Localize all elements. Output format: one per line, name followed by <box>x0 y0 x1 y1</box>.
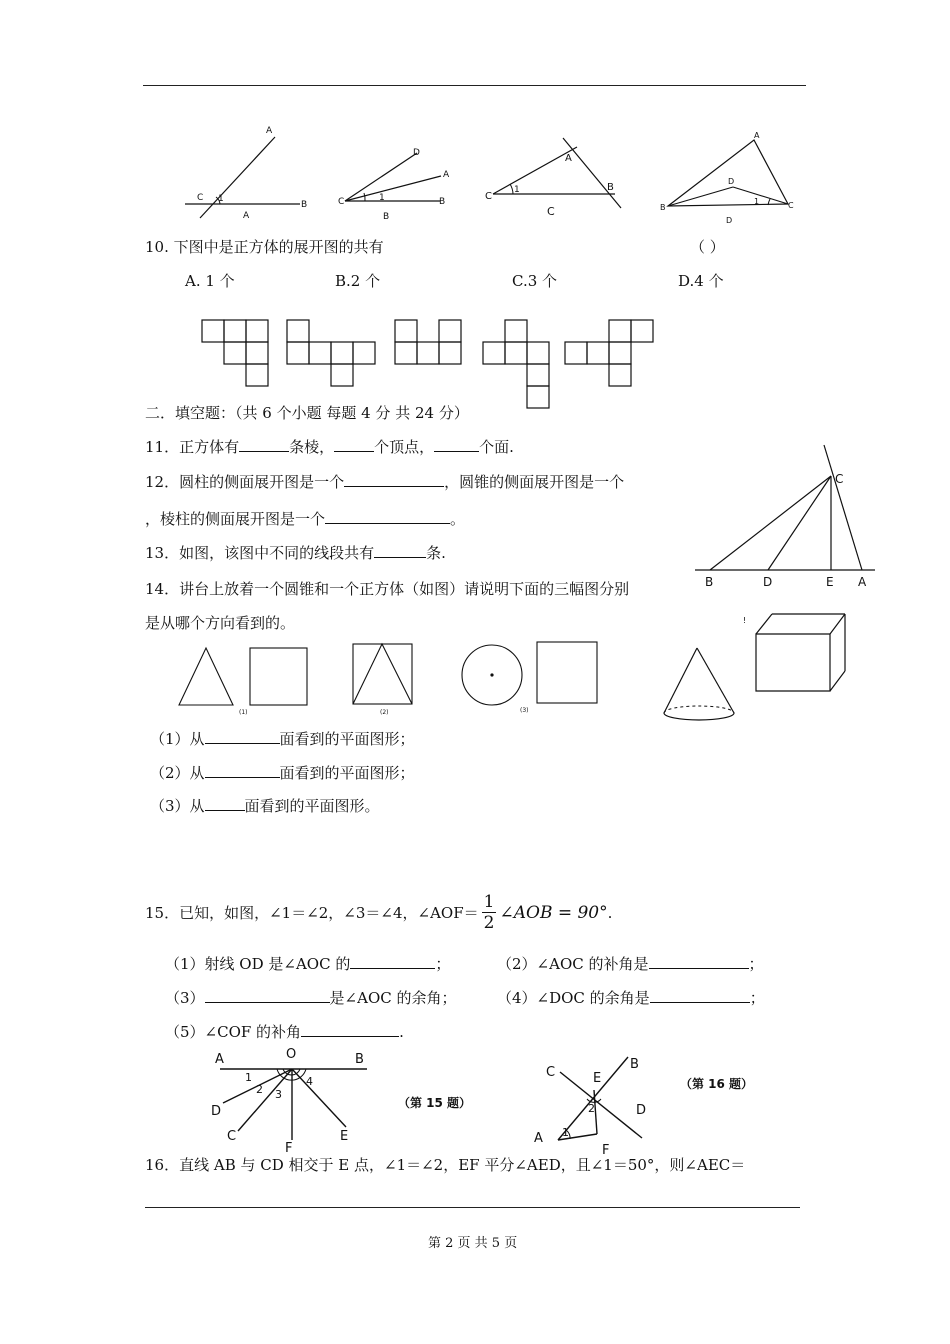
label-1: 1 <box>754 197 760 206</box>
q12-text-2: ，圆锥的侧面展开图是一个 <box>444 473 625 491</box>
q15-stem-text: 15．已知，如图，∠1＝∠2，∠3＝∠4，∠AOF＝ <box>145 904 479 922</box>
label-1: 1 <box>218 194 224 204</box>
q14-blank-2[interactable] <box>205 763 280 778</box>
q11-blank-faces[interactable] <box>434 437 479 452</box>
q15-blank-2[interactable] <box>649 954 749 969</box>
figure-triangle-4 <box>658 128 798 228</box>
label-2: 2 <box>256 1083 263 1096</box>
bottom-rule <box>145 1207 800 1208</box>
q15-s4-pre: （4）∠DOC 的余角是 <box>497 989 650 1007</box>
q14-a1-post: 面看到的平面图形； <box>279 730 415 748</box>
label-c: C <box>788 201 794 210</box>
label-c: C <box>197 193 204 203</box>
label-e: E <box>593 1071 602 1086</box>
q12-text-1: 12．圆柱的侧面展开图是一个 <box>145 473 345 491</box>
label-1: 1 <box>245 1071 252 1084</box>
q15-blank-4[interactable] <box>650 988 750 1003</box>
q12-text-3: ，棱柱的侧面展开图是一个 <box>145 510 326 528</box>
q15-blank-5[interactable] <box>301 1022 399 1037</box>
q16-caption: （第 16 题） <box>680 1077 754 1091</box>
label-a: A <box>215 1052 224 1067</box>
label-c: C <box>338 197 345 207</box>
q14-a2-pre: （2）从 <box>150 764 205 782</box>
q14-blank-3[interactable] <box>205 796 245 811</box>
q15-expression: ∠AOB = 90° <box>499 902 608 923</box>
q15-s1-post: ； <box>435 955 451 973</box>
q14-a2-post: 面看到的平面图形； <box>279 764 415 782</box>
q13-blank[interactable] <box>374 543 426 558</box>
q10-option-d: D.4 个 <box>678 272 724 290</box>
label-a: A <box>534 1131 543 1146</box>
q15-sub-2 <box>497 953 764 974</box>
label-b: B <box>301 200 308 210</box>
label-b: B <box>630 1057 639 1072</box>
view-2 <box>353 644 412 716</box>
section-2-title: 二．填空题：（共 6 个小题 每题 4 分 共 24 分） <box>145 404 469 422</box>
q12-line2 <box>145 508 465 529</box>
net-4 <box>483 320 549 408</box>
q14-line2: 是从哪个方向看到的。 <box>145 614 296 632</box>
q12-blank-cylinder[interactable] <box>344 472 444 487</box>
label-a-bottom: A <box>243 211 250 221</box>
net-3 <box>395 320 461 364</box>
label-c: C <box>546 1065 556 1080</box>
page-number: 第 2 页 共 5 页 <box>428 1236 518 1251</box>
net-2 <box>287 320 375 386</box>
figure-angle-1 <box>180 120 320 230</box>
net-1 <box>202 320 268 386</box>
label-e: E <box>340 1129 349 1144</box>
q15-s1-pre: （1）射线 OD 是∠AOC 的 <box>165 955 351 973</box>
q11-blank-vertices[interactable] <box>334 437 374 452</box>
figure-triangle-3 <box>485 135 630 225</box>
q10-option-b: B.2 个 <box>335 272 381 290</box>
figure-angle-2 <box>335 140 465 225</box>
q16-figure <box>530 1050 660 1158</box>
mark: ! <box>743 616 747 625</box>
label-b-line: B <box>439 197 446 207</box>
q10-option-a: A. 1 个 <box>185 272 235 290</box>
q15-stem <box>145 892 612 933</box>
q14-answer-3 <box>150 795 380 816</box>
label-c-bottom: C <box>547 205 555 218</box>
label-b: B <box>607 182 614 193</box>
label-c: C <box>485 191 492 202</box>
label-b: B <box>705 575 714 589</box>
q15-figure <box>205 1045 380 1155</box>
q15-sub-4 <box>497 987 765 1008</box>
q16-stem: 16．直线 AB 与 CD 相交于 E 点，∠1＝∠2，EF 平分∠AED，且∠1＝50°，则∠AEC＝ <box>145 1156 746 1174</box>
q14-a3-post: 面看到的平面图形。 <box>244 797 380 815</box>
top-rule <box>143 85 806 86</box>
q14-line1: 14．讲台上放着一个圆锥和一个正方体（如图）请说明下面的三幅图分别 <box>145 580 630 598</box>
q14-views-figure <box>175 640 605 720</box>
label-d: D <box>763 575 773 589</box>
label-a: A <box>443 170 450 180</box>
label-b: B <box>660 203 666 212</box>
q10-option-c: C.3 个 <box>512 272 558 290</box>
view-2-label: (2) <box>380 709 389 716</box>
q11 <box>145 436 514 457</box>
label-2: 2 <box>588 1102 595 1115</box>
q11-text-3: 个顶点， <box>374 438 435 456</box>
label-1: 1 <box>514 185 520 195</box>
label-d-bottom: D <box>726 216 733 225</box>
q15-sub-1 <box>165 953 450 974</box>
q13-text-1: 13．如图，该图中不同的线段共有 <box>145 544 375 562</box>
q15-s5-pre: （5）∠COF 的补角 <box>165 1023 302 1041</box>
label-a: A <box>565 153 572 164</box>
label-f: F <box>602 1143 610 1158</box>
q15-s3-pre: （3） <box>165 989 205 1007</box>
view-3-label: (3) <box>520 707 529 714</box>
label-3: 3 <box>275 1088 282 1101</box>
q15-blank-3[interactable] <box>205 988 330 1003</box>
label-f: F <box>285 1141 293 1156</box>
q10-stem: 10. 下图中是正方体的展开图的共有 <box>145 238 384 256</box>
q15-sub-5 <box>165 1021 404 1042</box>
q15-blank-1[interactable] <box>350 954 435 969</box>
q13-figure <box>690 440 890 590</box>
q15-s3-post: 是∠AOC 的余角； <box>329 989 457 1007</box>
label-b-bottom: B <box>383 212 390 222</box>
q15-s2-pre: （2）∠AOC 的补角是 <box>497 955 649 973</box>
label-o: O <box>286 1047 297 1062</box>
fraction-denominator: 2 <box>483 913 495 933</box>
q11-text-2: 条棱， <box>289 438 335 456</box>
view-1-label: (1) <box>239 709 248 716</box>
q13 <box>145 542 446 563</box>
q14-blank-1[interactable] <box>205 729 280 744</box>
label-d: D <box>413 148 420 158</box>
q12-blank-prism[interactable] <box>325 509 450 524</box>
q11-text-4: 个面. <box>479 438 514 456</box>
label-4: 4 <box>306 1075 313 1088</box>
q11-blank-edges[interactable] <box>239 437 289 452</box>
cube-nets-figure <box>195 315 665 415</box>
q15-s5-post: . <box>399 1023 404 1041</box>
label-b: B <box>355 1052 364 1067</box>
q15-fraction <box>482 892 497 933</box>
q14-a1-pre: （1）从 <box>150 730 205 748</box>
label-a: A <box>858 575 867 589</box>
q15-period: . <box>607 903 613 922</box>
net-5 <box>565 320 653 386</box>
view-1 <box>179 648 307 716</box>
q12-line1 <box>145 471 624 492</box>
view-3 <box>462 642 597 714</box>
q14-a3-pre: （3）从 <box>150 797 205 815</box>
label-c: C <box>835 472 844 486</box>
q14-solids-figure <box>655 605 855 730</box>
q12-text-4: 。 <box>450 510 466 528</box>
label-a: A <box>754 131 760 140</box>
fraction-numerator: 1 <box>483 892 495 912</box>
label-1: 1 <box>379 193 385 203</box>
q10-answer-paren: （ ） <box>690 238 725 256</box>
label-c: C <box>227 1129 237 1144</box>
q14-answer-1 <box>150 728 415 749</box>
q15-caption: （第 15 题） <box>398 1096 472 1110</box>
q15-s2-post: ； <box>748 955 764 973</box>
q14-answer-2 <box>150 762 415 783</box>
label-d: D <box>211 1104 222 1119</box>
q13-text-2: 条. <box>426 544 446 562</box>
label-d: D <box>728 177 735 186</box>
q15-s4-post: ； <box>749 989 765 1007</box>
label-a-top: A <box>266 126 273 136</box>
label-e: E <box>826 575 834 589</box>
label-1: 1 <box>562 1126 569 1139</box>
q11-text-1: 11．正方体有 <box>145 438 240 456</box>
q15-sub-3 <box>165 987 457 1008</box>
label-d: D <box>636 1103 647 1118</box>
